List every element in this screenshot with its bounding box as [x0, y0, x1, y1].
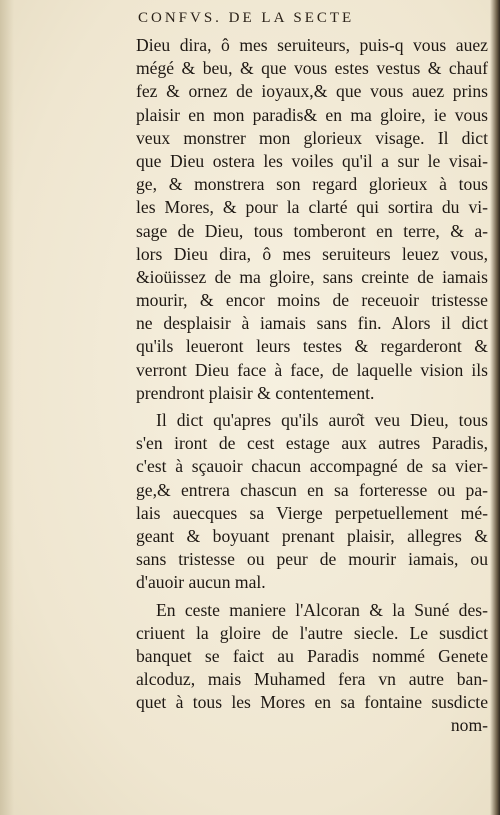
text-line: plaisir en mon paradis& en ma gloire, ie vous — [136, 104, 488, 125]
text-line: alcoduz, mais Muhamed fera vn autre ban- — [136, 669, 488, 690]
text-line: lors Dieu dira, ô mes seruiteurs leuez vous, — [136, 243, 488, 264]
paragraph — [136, 409, 488, 595]
text-line: &ioüissez de ma gloire, sans creinte de iamais — [136, 266, 488, 287]
text-line: c'est à sçauoir chacun accompagné de sa vier- — [136, 456, 488, 477]
text-line: sage de Dieu, tous tomberont en terre, & a- — [136, 220, 488, 241]
text-line: mégé & beu, & que vous estes vestus & chauf — [136, 58, 488, 79]
text-line: ne desplaisir à iamais sans fin. Alors il dict — [136, 313, 488, 334]
page-edge-shadow — [490, 0, 500, 815]
paragraph — [136, 34, 488, 405]
paragraph — [136, 599, 488, 715]
text-line: quet à tous les Mores en sa fontaine susdicte — [136, 692, 488, 713]
text-line: que Dieu ostera les voiles qu'il a sur le visai- — [136, 150, 488, 171]
text-line: veux monstrer mon glorieux visage. Il dict — [136, 127, 488, 148]
text-line: prendront plaisir & contentement. — [136, 382, 375, 403]
text-line: sans tristesse ou peur de mourir iamais, ou — [136, 549, 488, 570]
text-line: verront Dieu face à face, de laquelle vision ils — [136, 359, 488, 380]
text-line: En ceste maniere l'Alcoran & la Suné des- — [156, 599, 488, 620]
text-line: ge,& entrera chascun en sa forteresse ou pa- — [136, 479, 488, 500]
binding-shadow — [0, 0, 14, 815]
text-line: Il dict qu'apres qu'ils auro͂t veu Dieu, tous — [156, 410, 488, 430]
text-line: geant & boyuant prenant plaisir, allegres & — [136, 525, 488, 546]
text-line: lais auecques sa Vierge perpetuellement mé- — [136, 502, 488, 523]
text-line: fez & ornez de ioyaux,& que vous auez prins — [136, 81, 488, 102]
text-line: qu'ils leueront leurs testes & regarderont & — [136, 336, 488, 357]
text-line: les Mores, & pour la clarté qui sortira du vi- — [136, 197, 488, 218]
text-line: banquet se faict au Paradis nommé Genete — [136, 645, 488, 666]
catchword: nom- — [450, 715, 488, 736]
text-line: Dieu dira, ô mes seruiteurs, puis-q vous auez — [136, 35, 488, 55]
text-line: criuent la gloire de l'autre siecle. Le susdict — [136, 622, 488, 643]
running-head: CONFVS. DE LA SECTE — [138, 10, 355, 26]
text-line: d'auoir aucun mal. — [136, 572, 266, 593]
page-body — [136, 34, 488, 738]
text-line: mourir, & encor moins de receuoir tristesse — [136, 290, 488, 311]
text-line: ge, & monstrera son regard glorieux à tous — [136, 174, 488, 195]
text-line: s'en iront de cest estage aux autres Paradis, — [136, 433, 488, 454]
